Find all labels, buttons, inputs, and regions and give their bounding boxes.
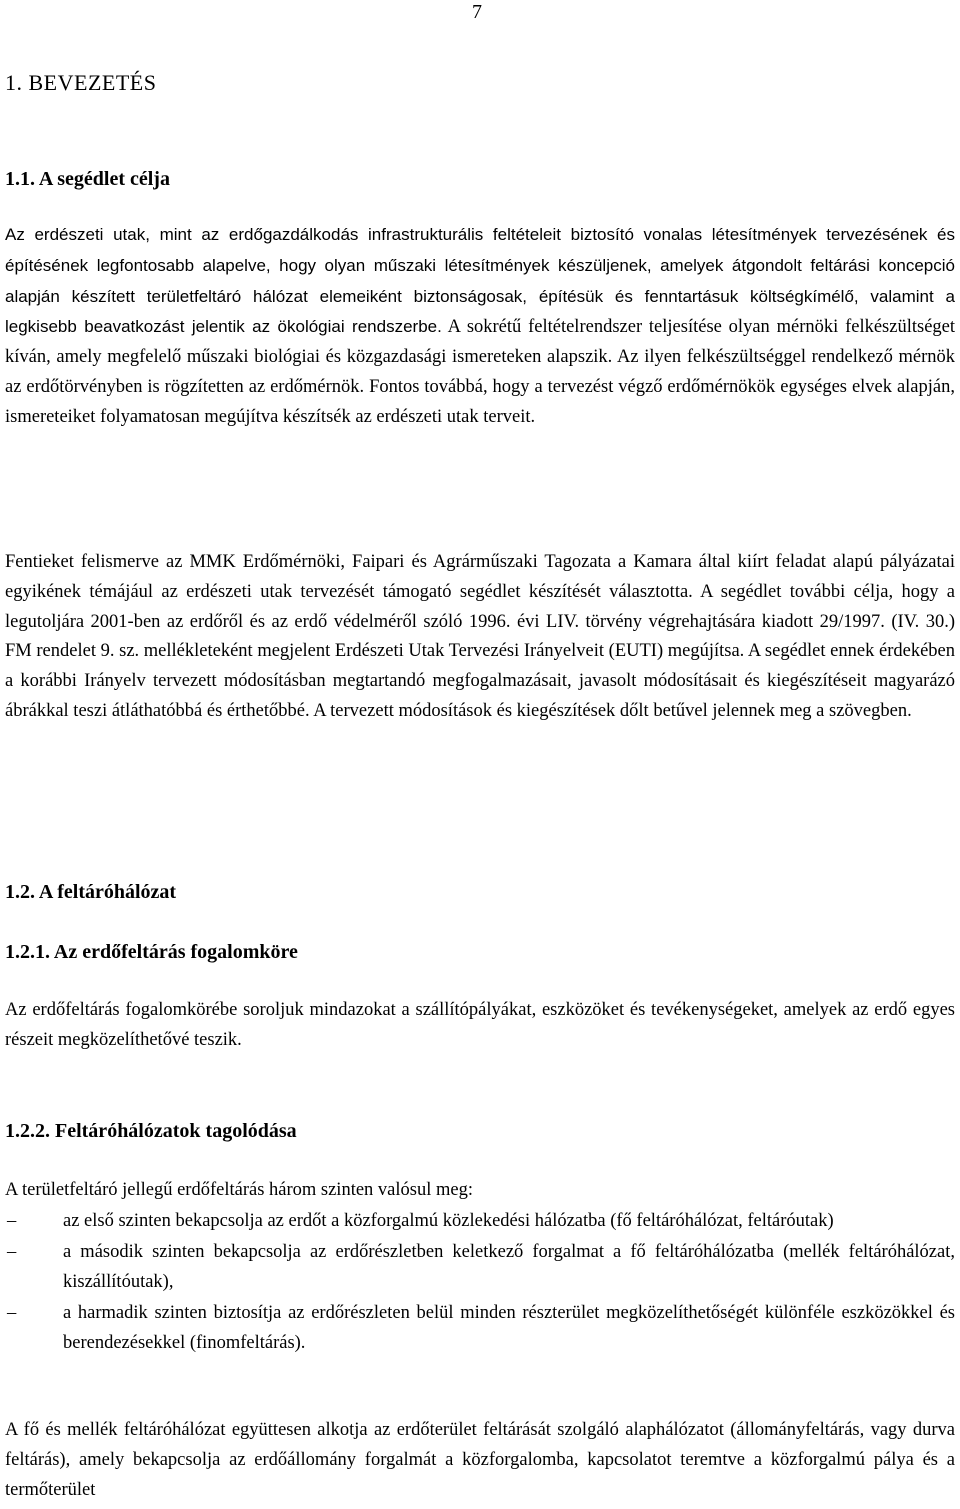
paragraph-purpose [5,220,955,433]
paragraph-definition: Az erdőfeltárás fogalomkörébe soroljuk mindazokat a szállítópályákat, eszközöket és tevékenységeket, amelyek az erdő egyes részeit megközelíthetővé teszik. [5,1000,955,1050]
section-heading-1-2: 1.2. A feltáróhálózat [5,881,177,903]
paragraph-purpose-engineer-text: Az ilyen felkészültséggel rendelkező mérnök az erdőtörvényben is rögzítetten az erdőmérnök. [5,347,956,397]
dash-bullet-icon: – [7,1302,17,1323]
paragraph-purpose-serif-text: A sokrétű feltételrendszer teljesítése olyan mérnöki felkészültséget kíván, amely megfelelő műszaki biológiai és közgazdasági ismereteken alapszik. [5,317,955,368]
list-item [5,1298,955,1359]
list-item-text: a harmadik szinten biztosítja az erdőrészleten belül minden részterület megközelíthetőségét különféle eszközökkel és berendezésekkel (finomfeltárás). [63,1302,955,1353]
paragraph-purpose-guidelines-text: Fontos továbbá, hogy a tervezést végző erdőmérnökök egységes elvek alapján, ismereteiket folyamatosan megújítva készítsék az erdészeti utak terveit. [5,376,955,427]
chapter-heading: 1. BEVEZETÉS [5,70,157,95]
list-item [5,1237,955,1298]
section-heading-1-2-1: 1.2.1. Az erdőfeltárás fogalomköre [5,941,298,963]
paragraph-base-network: A fő és mellék feltáróhálózat együttesen alkotja az erdőterület feltárását szolgáló alaphálózatot (állományfeltárás, vagy durva feltárás), amely bekapcsolja az erdőállomány forgalmát a közforgalomba, kapcsolatot teremtve a közforgalmú pálya és a termőterület [5,1420,955,1500]
page-number: 7 [472,1,482,23]
section-heading-1-1: 1.1. A segédlet célja [5,168,170,190]
paragraph-background: Fentieket felismerve az MMK Erdőmérnöki, Faipari és Agrárműszaki Tagozata a Kamara által kiírt feladat alapú pályázatai egyikének témájául az erdészeti utak tervezését támogató segédlet készítését választotta. A segédlet további célja, hogy a legutoljára 2001-ben az erdőről és az erdő védelméről szóló 1996. évi LIV. törvény végrehajtására kiadott 29/1997. (IV. 30.) FM rendelet 9. sz. mellékleteként megjelent Erdészeti Utak Tervezési Irányelveit (EUTI) megújítsa. A segédlet ennek érdekében a korábbi Irányelv tervezett módosításban megtartandó megfogalmazásait, javasolt módosításait és kiegészítéseit magyarázó ábrákkal teszi átláthatóbbá és érthetőbbé. A tervezett módosítások és kiegészítések dőlt betűvel jelennek meg a szövegben. [5,552,955,721]
list-item [5,1206,955,1237]
dash-bullet-icon: – [7,1211,17,1231]
dash-bullet-icon: – [7,1241,17,1262]
paragraph-purpose-sans-text: Az erdészeti utak, mint az erdőgazdálkodás infrastrukturális feltételeit biztosító vonalas létesítmények tervezésének és építésének legfontosabb alapelve, hogy olyan műszaki létesítmények készüljenek, amelyek átgondolt feltárási koncepció alapján készített területfeltáró hálózat elemeiként biztonságosak, építésük és fenntartásuk költségkímélő, valamint a legkisebb beavatkozást jelentik az ökológiai rendszerbe. [5,225,955,337]
list-item-text: az első szinten bekapcsolja az erdőt a közforgalmú közlekedési hálózatba (fő feltáróhálózat, feltáróutak) [63,1211,834,1231]
list-item-text: a második szinten bekapcsolja az erdőrészletben keletkező forgalmat a fő feltáróhálózatba (mellék feltáróhálózat, kiszállítóutak), [63,1241,955,1292]
levels-list [5,1206,955,1359]
paragraph-levels-intro: A területfeltáró jellegű erdőfeltárás három szinten valósul meg: [5,1180,473,1200]
section-heading-1-2-2: 1.2.2. Feltáróhálózatok tagolódása [5,1120,297,1142]
